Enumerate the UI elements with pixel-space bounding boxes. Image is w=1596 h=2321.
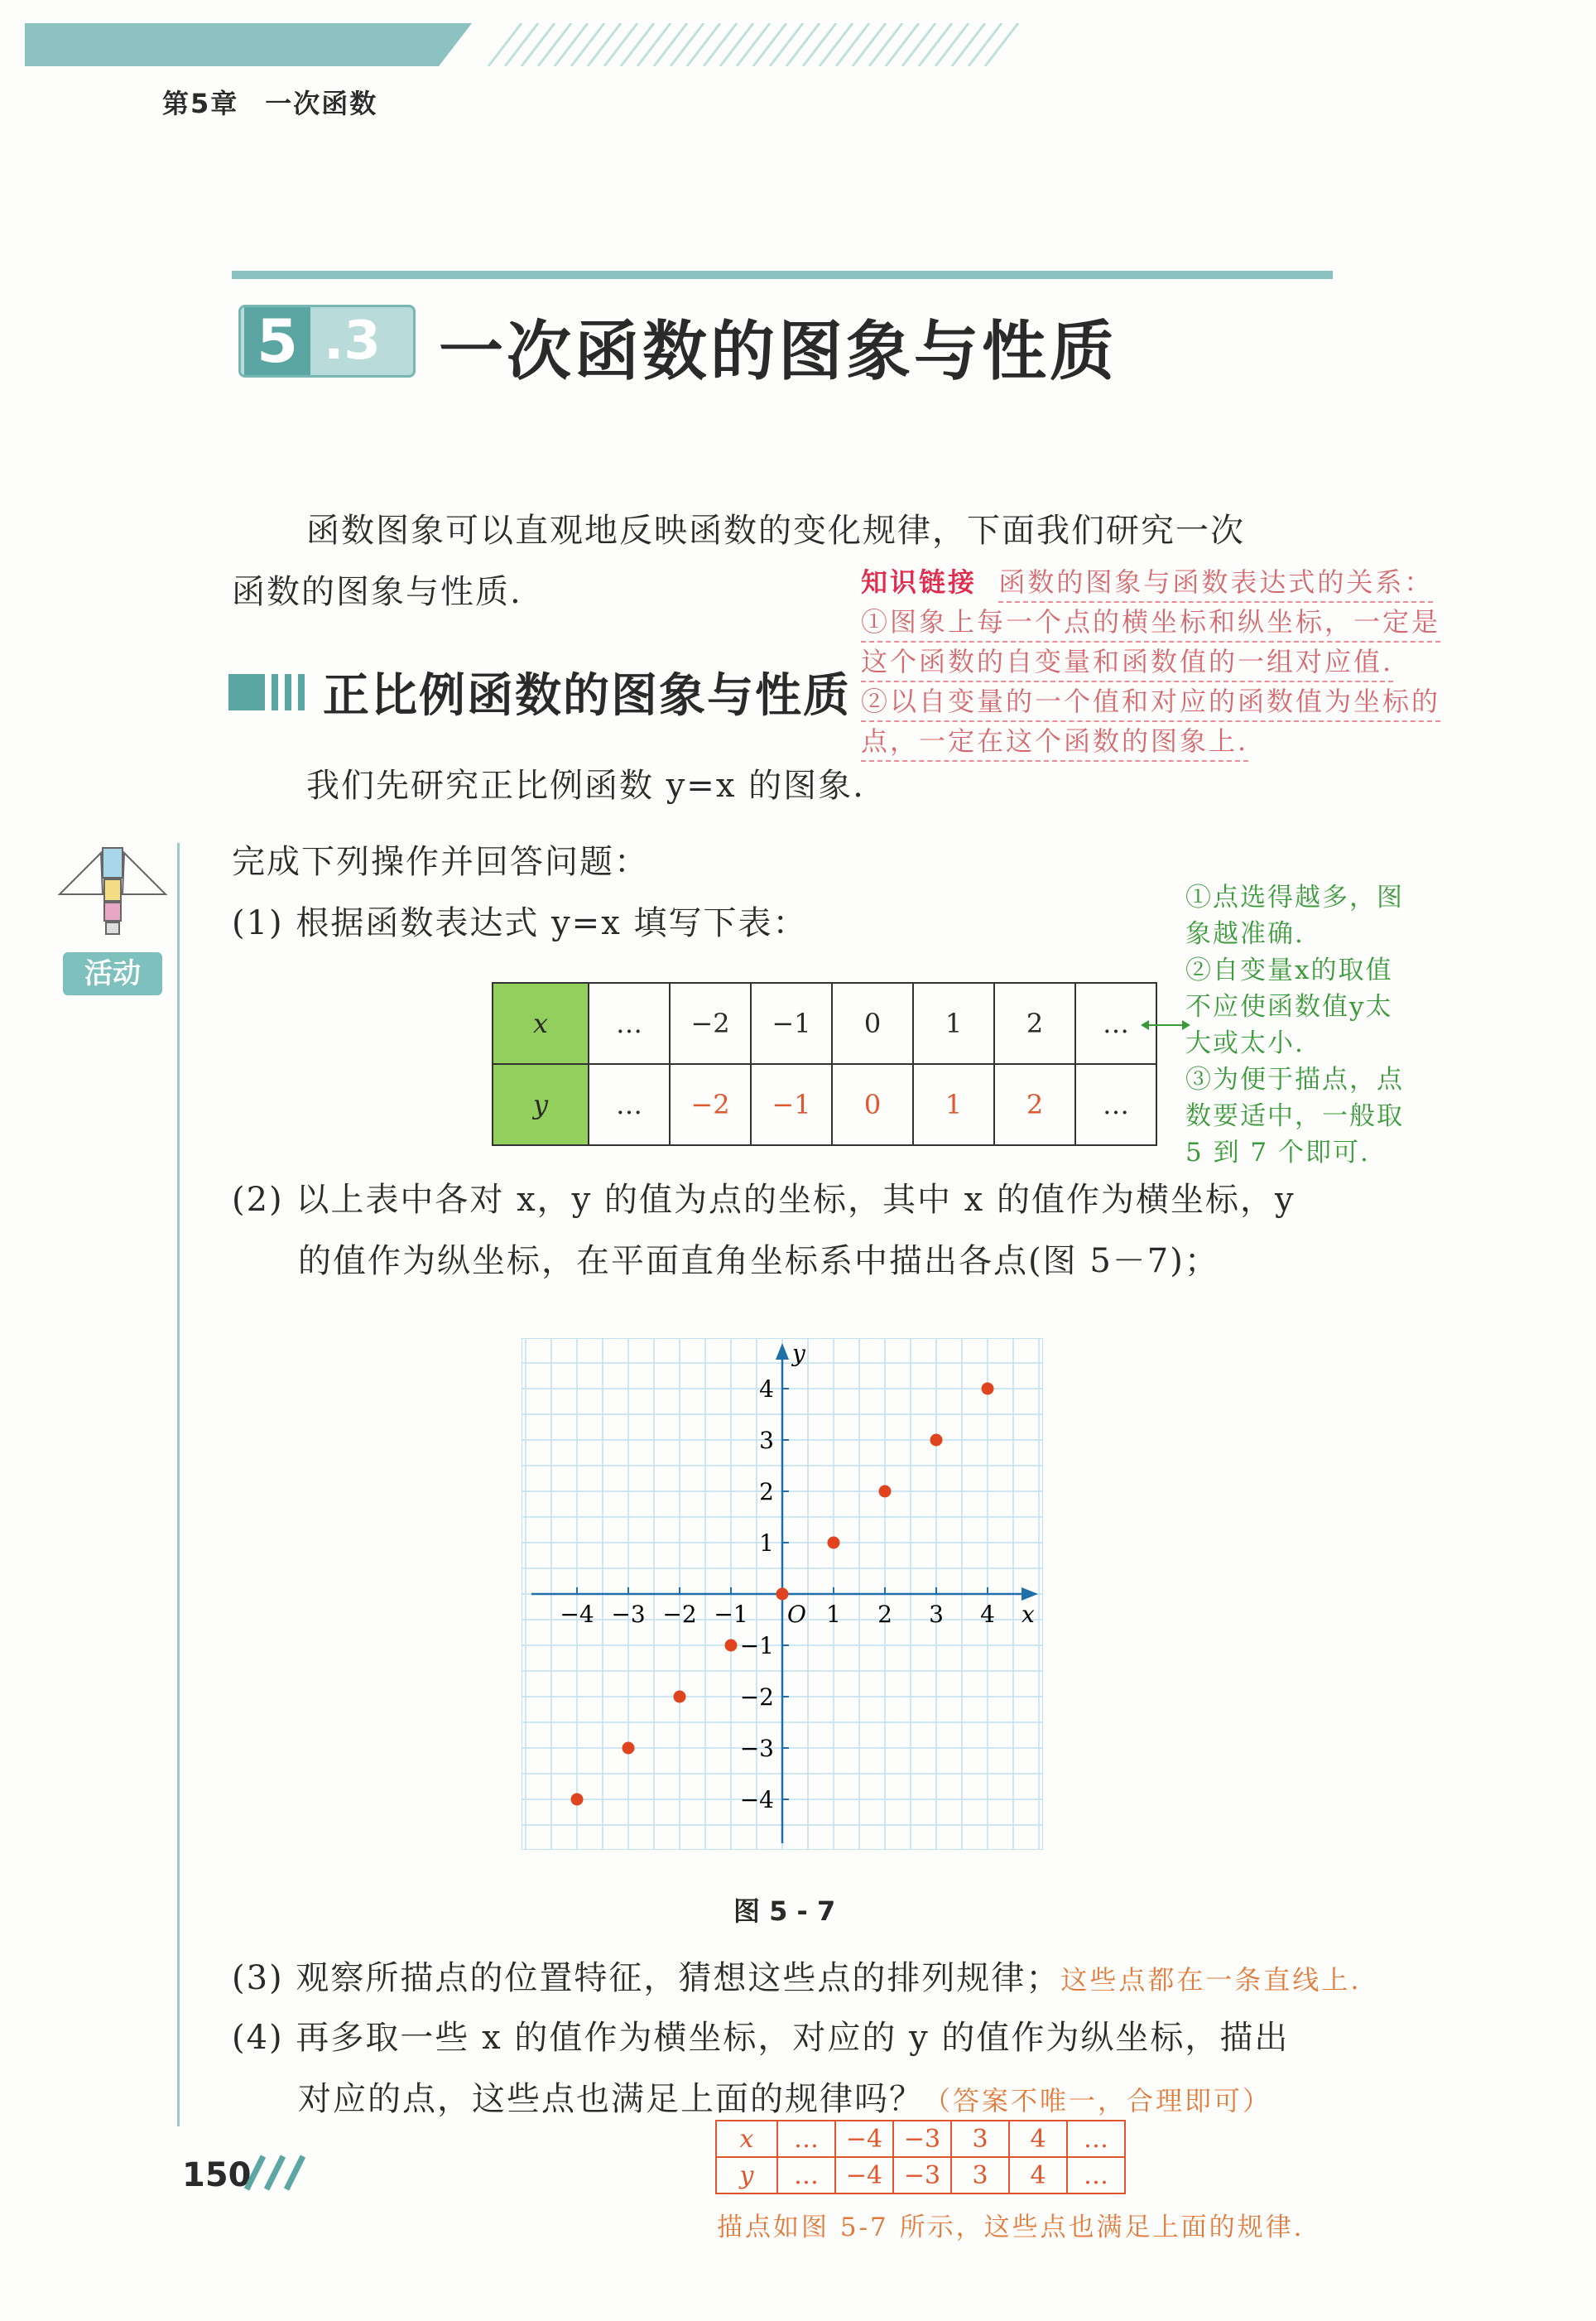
tip-line: 5 到 7 个即可. xyxy=(1185,1138,1370,1168)
data-point xyxy=(674,1691,686,1703)
data-point xyxy=(982,1383,994,1395)
table-answer-cell: 0 xyxy=(832,1064,913,1145)
question-3 xyxy=(232,1948,1432,2010)
tip-line: 不应使函数值y太 xyxy=(1185,992,1393,1022)
note-line-3: 这个函数的自变量和函数值的一组对应值. xyxy=(861,643,1393,682)
note-line-1: 函数的图象与函数表达式的关系： xyxy=(998,563,1433,603)
tip-line: ②自变量x的取值 xyxy=(1185,956,1393,985)
x-tick-label: −4 xyxy=(560,1601,594,1628)
y-tick-label: 1 xyxy=(759,1529,774,1557)
data-point xyxy=(879,1486,892,1498)
question-2-line-1: (2) 以上表中各对 x，y 的值为点的坐标，其中 x 的值作为横坐标，y xyxy=(232,1181,1296,1219)
y-tick-label: 3 xyxy=(759,1427,774,1454)
table-cell: 2 xyxy=(994,983,1075,1064)
note-line-5: 点，一定在这个函数的图象上. xyxy=(861,722,1248,762)
answer-table xyxy=(715,2120,1126,2194)
table-cell: −2 xyxy=(670,983,751,1064)
question-1: (1) 根据函数表达式 y=x 填写下表： xyxy=(232,904,808,942)
coordinate-graph xyxy=(522,1338,1043,1850)
table-answer-cell: 1 xyxy=(913,1064,994,1145)
header-band xyxy=(25,23,1573,66)
table-cell: 1 xyxy=(913,983,994,1064)
section-number-sub: .3 xyxy=(324,311,381,372)
activity-figure-icon xyxy=(60,848,166,934)
table-cell: … xyxy=(1075,1064,1156,1145)
chapter-number: 第5章 xyxy=(162,88,239,119)
note-heading: 知识链接 xyxy=(861,566,978,598)
answer-note: 描点如图 5-7 所示，这些点也满足上面的规律. xyxy=(717,2213,1305,2242)
x-tick-label: −3 xyxy=(611,1601,646,1628)
data-point xyxy=(623,1742,635,1755)
answer-cell: −3 xyxy=(893,2121,951,2157)
chapter-title: 一次函数 xyxy=(265,88,378,119)
x-tick-label: −1 xyxy=(714,1601,748,1628)
data-point xyxy=(725,1640,738,1652)
data-point xyxy=(930,1434,943,1447)
origin-label: O xyxy=(787,1601,806,1628)
tip-line: ③为便于描点，点 xyxy=(1185,1065,1404,1095)
figure-caption: 图 5 - 7 xyxy=(733,1895,836,1927)
tip-line: 大或太小. xyxy=(1185,1028,1305,1058)
answer-header-x: x xyxy=(716,2121,777,2157)
y-tick-label: −2 xyxy=(739,1683,774,1711)
intro-line-2: 函数的图象与性质. xyxy=(232,573,522,611)
activity-rule xyxy=(177,843,180,2126)
y-tick-label: 2 xyxy=(759,1478,774,1505)
question-3-text: (3) 观察所描点的位置特征，猜想这些点的排列规律； xyxy=(232,1959,1061,1997)
tip-line: 数要适中，一般取 xyxy=(1185,1101,1404,1131)
question-4-line-2: 对应的点，这些点也满足上面的规律吗？ xyxy=(298,2080,924,2118)
answer-cell: 4 xyxy=(1009,2121,1067,2157)
answer-row-x xyxy=(716,2121,1125,2157)
question-4-line-1: (4) 再多取一些 x 的值作为横坐标，对应的 y 的值作为纵坐标，描出 xyxy=(232,2019,1290,2057)
x-axis-label: x xyxy=(1022,1601,1035,1628)
section-number-main: 5 xyxy=(244,307,310,375)
table-row-y xyxy=(493,1064,1156,1145)
x-tick-label: −2 xyxy=(662,1601,697,1628)
y-tick-label: −3 xyxy=(739,1735,774,1762)
x-tick-label: 3 xyxy=(929,1601,944,1628)
answer-cell: … xyxy=(777,2121,835,2157)
data-point xyxy=(571,1794,584,1806)
question-3-answer: 这些点都在一条直线上. xyxy=(1060,1964,1362,1996)
answer-cell: −3 xyxy=(893,2157,951,2193)
table-cell: … xyxy=(589,983,670,1064)
y-axis-arrow xyxy=(776,1343,789,1360)
x-tick-label: 4 xyxy=(980,1601,995,1628)
data-point xyxy=(828,1537,840,1549)
table-cell: 0 xyxy=(832,983,913,1064)
section-rule xyxy=(232,271,1333,279)
knowledge-link-note xyxy=(861,563,1498,762)
section-title: 一次函数的图象与性质 xyxy=(439,315,1118,389)
table-answer-cell: 2 xyxy=(994,1064,1075,1145)
answer-cell: … xyxy=(1067,2121,1125,2157)
tip-line: ①点选得越多，图 xyxy=(1185,883,1404,913)
chapter-header xyxy=(162,83,404,121)
note-line-4: ②以自变量的一个值和对应的函数值为坐标的 xyxy=(861,682,1440,722)
double-arrow-icon xyxy=(1141,1017,1190,1033)
x-tick-label: 2 xyxy=(877,1601,892,1628)
page-number: 150 xyxy=(182,2156,252,2194)
answer-cell: −4 xyxy=(835,2121,893,2157)
page-slashes-icon xyxy=(242,2153,308,2191)
answer-cell: 3 xyxy=(951,2157,1009,2193)
activity-label: 活动 xyxy=(84,957,141,990)
table-answer-cell: −2 xyxy=(670,1064,751,1145)
y-tick-label: −4 xyxy=(739,1786,774,1813)
tip-note xyxy=(1185,879,1459,1171)
x-tick-label: 1 xyxy=(826,1601,841,1628)
question-2-line-2: 的值作为纵坐标，在平面直角坐标系中描出各点(图 5－7)； xyxy=(298,1242,1219,1280)
y-axis-label: y xyxy=(792,1340,805,1367)
y-tick-label: −1 xyxy=(739,1632,774,1659)
subsection-title: 正比例函数的图象与性质 xyxy=(323,669,851,723)
data-point xyxy=(776,1588,789,1601)
activity-badge xyxy=(51,836,174,1027)
note-line-2: ①图象上每一个点的横坐标和纵坐标，一定是 xyxy=(861,603,1440,643)
answer-cell: … xyxy=(1067,2157,1125,2193)
table-header-y: y xyxy=(493,1064,589,1145)
x-axis-arrow xyxy=(1022,1587,1038,1601)
answer-cell: 3 xyxy=(951,2121,1009,2157)
table-cell: … xyxy=(1075,983,1156,1064)
answer-cell: −4 xyxy=(835,2157,893,2193)
section-number-badge xyxy=(238,305,416,378)
table-row-x xyxy=(493,983,1156,1064)
answer-cell: … xyxy=(777,2157,835,2193)
table-answer-cell: −1 xyxy=(751,1064,832,1145)
answer-cell: 4 xyxy=(1009,2157,1067,2193)
value-table xyxy=(492,982,1157,1146)
question-4 xyxy=(232,2007,1432,2131)
intro-line-1: 函数图象可以直观地反映函数的变化规律，下面我们研究一次 xyxy=(306,512,1245,550)
tip-line: 象越准确. xyxy=(1185,919,1305,949)
table-header-x: x xyxy=(493,983,589,1064)
table-cell: … xyxy=(589,1064,670,1145)
question-2 xyxy=(232,1169,1349,1292)
answer-header-y: y xyxy=(716,2157,777,2193)
question-4-answer: （答案不唯一，合理即可） xyxy=(924,2085,1272,2116)
answer-row-y xyxy=(716,2157,1125,2193)
operation-instruction: 完成下列操作并回答问题： xyxy=(232,843,649,881)
first-study-line: 我们先研究正比例函数 y=x 的图象. xyxy=(306,767,865,805)
subsection-bars-icon xyxy=(228,671,308,714)
y-tick-label: 4 xyxy=(759,1375,774,1403)
table-cell: −1 xyxy=(751,983,832,1064)
